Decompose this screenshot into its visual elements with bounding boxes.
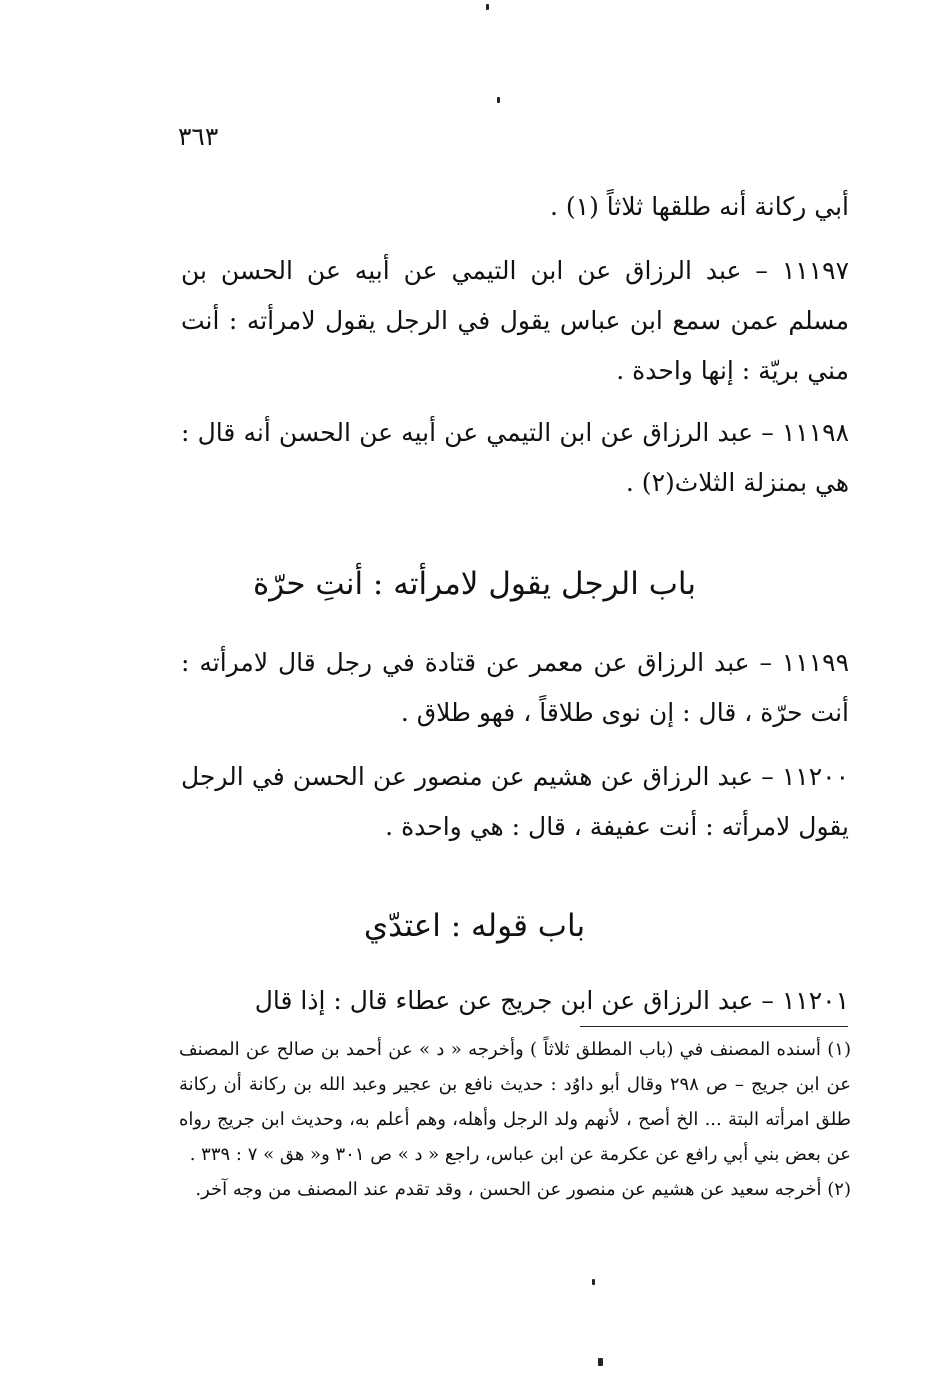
page-number: ٣٦٣ <box>178 122 219 151</box>
hadith-11198: ١١١٩٨ – عبد الرزاق عن ابن التيمي عن أبيه عن الحسن أنه قال : هي بمنزلة الثلاث(٢) . <box>181 418 849 497</box>
top-speck <box>486 4 489 10</box>
hadith-11197: ١١١٩٧ – عبد الرزاق عن ابن التيمي عن أبيه عن الحسن بن مسلم عمن سمع ابن عباس يقول في الرجل يقول لامرأته : أنت مني بريّة : إنها واحدة . <box>181 256 849 385</box>
paragraph-continuation: أبي ركانة أنه طلقها ثلاثاً (١) . <box>550 192 849 221</box>
hadith-11200: ١١٢٠٠ – عبد الرزاق عن هشيم عن منصور عن الحسن في الرجل يقول لامرأته : أنت عفيفة ، قال : هي واحدة . <box>181 762 849 841</box>
lower-speck <box>592 1279 595 1285</box>
footnotes <box>179 1032 851 1207</box>
hadith-11199: ١١١٩٩ – عبد الرزاق عن معمر عن قتادة في رجل قال لامرأته : أنت حرّة ، قال : إن نوى طلاقاً ، فهو طلاق . <box>181 648 849 727</box>
chapter-heading-free: باب الرجل يقول لامرأته : أنتِ حرّة <box>253 566 696 602</box>
upper-speck <box>497 97 500 103</box>
hadith-11201: ١١٢٠١ – عبد الرزاق عن ابن جريج عن عطاء قال : إذا قال <box>254 986 849 1015</box>
footnote-1: (١) أسنده المصنف في (باب المطلق ثلاثاً ) وأخرجه « د » عن أحمد بن صالح عن المصنف عن ابن جريج – ص ٢٩٨ وقال أبو داوُد : حديث نافع بن عجير وعبد الله بن ركانة أن ركانة طلق امرأته البتة ... الخ أصح ، لأنهم ولد الرجل وأهله، وهم أعلم به، وحديث ابن جريج رواه عن بعض بني أبي رافع عن عكرمة عن ابن عباس، راجع « د » ص ٣٠١ و« هق » ٧ : ٣٣٩ . <box>179 1039 851 1165</box>
footnote-2: (٢) أخرجه سعيد عن هشيم عن منصور عن الحسن ، وقد تقدم عند المصنف من وجه آخر. <box>195 1179 851 1200</box>
footnote-divider <box>580 1026 848 1027</box>
bottom-speck <box>598 1358 603 1366</box>
chapter-heading-iddah: باب قوله : اعتدّي <box>363 908 586 944</box>
